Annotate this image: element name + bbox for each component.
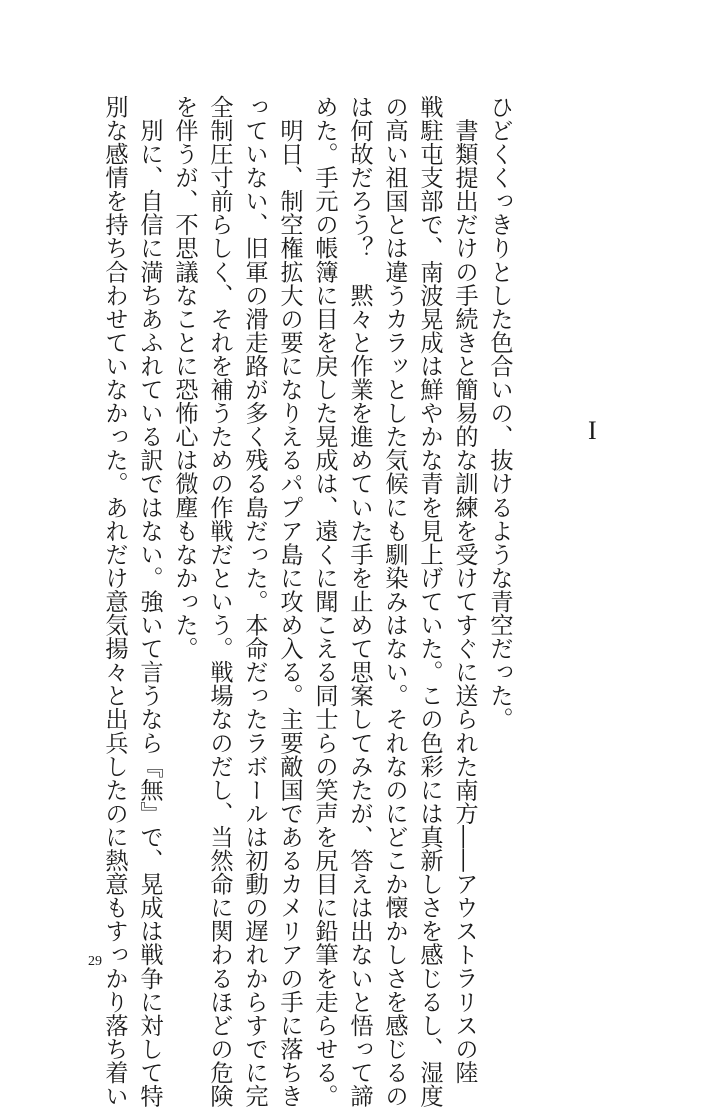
text-line: 全制圧寸前らしく、それを補うための作戦だという。戦場なのだし、当然命に関わるほどの危険: [206, 95, 233, 1108]
text-line: は何故だろう？ 黙々と作業を進めていた手を止めて思案してみたが、答えは出ないと悟って諦: [346, 95, 373, 1108]
text-line: めた。手元の帳簿に目を戻した晃成は、遠くに聞こえる同士らの笑声を尻目に鉛筆を走らせる。: [311, 95, 338, 1108]
text-line: 戦駐屯支部で、南波晃成は鮮やかな青を見上げていた。この色彩には真新しさを感じるし、湿度: [416, 95, 443, 1108]
text-line: の高い祖国とは違うカラッとした気候にも馴染みはない。それなのにどこか懐かしさを感じるの: [381, 95, 408, 1108]
text-line: 書類提出だけの手続きと簡易的な訓練を受けてすぐに送られた南方――アウストラリスの陸: [451, 95, 478, 1085]
text-line: ひどくくっきりとした色合いの、抜けるような青空だった。: [486, 95, 513, 731]
text-line: 別な感情を持ち合わせていなかった。あれだけ意気揚々と出兵したのに熱意もすっかり落ち着い: [101, 95, 128, 1108]
text-line: 別に、自信に満ちあふれている訳ではない。強いて言うなら『無』で、晃成は戦争に対して特: [136, 95, 163, 1108]
text-line: っていない、旧軍の滑走路が多く残る島だった。本命だったラボールは初動の遅れからすでに完: [241, 95, 268, 1108]
text-line: 明日、制空権拡大の要になりえるパプア島に攻め入る。主要敵国であるカメリアの手に落ちき: [276, 95, 303, 1108]
chapter-number: I: [588, 416, 597, 445]
body-text: [97, 95, 517, 1108]
text-line: を伴うが、不思議なことに恐怖心は微塵もなかった。: [171, 95, 198, 661]
page-number: 29: [88, 954, 102, 969]
